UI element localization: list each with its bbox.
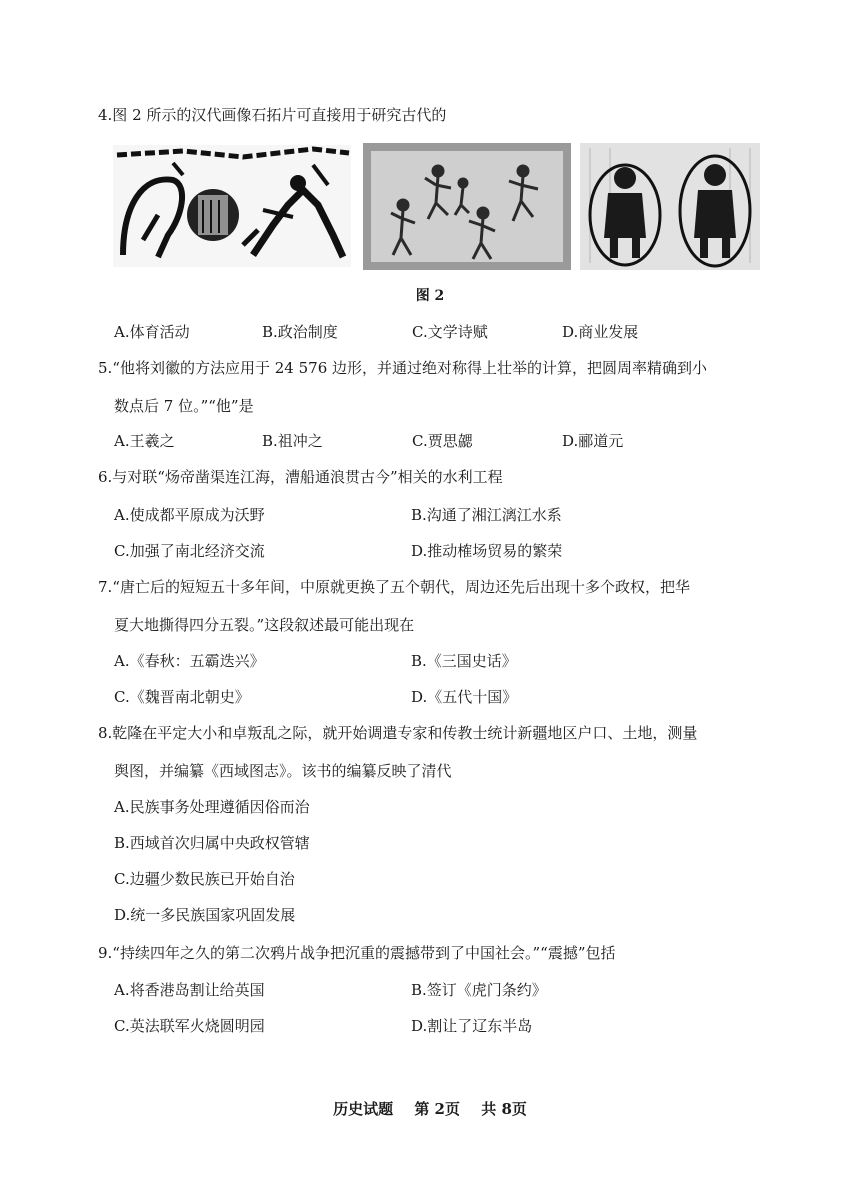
q4-option-a[interactable]: A.体育活动 bbox=[114, 323, 190, 341]
q4-option-d[interactable]: D.商业发展 bbox=[562, 323, 639, 341]
page-footer bbox=[0, 1098, 860, 1119]
q9-option-b[interactable]: B.签订《虎门条约》 bbox=[411, 981, 547, 999]
q8-stem-line1: 8.乾隆在平定大小和卓叛乱之际，就开始调遣专家和传教士统计新疆地区户口、土地，测量 bbox=[98, 724, 698, 742]
q5-option-a[interactable]: A.王羲之 bbox=[114, 432, 175, 450]
q6-stem: 6.与对联“炀帝凿渠连江海，漕船通浪贯古今”相关的水利工程 bbox=[98, 468, 503, 486]
q5-stem-line1: 5.“他将刘徽的方法应用于 24 576 边形，并通过绝对称得上壮举的计算，把圆周率精确到小 bbox=[98, 359, 708, 377]
q4-stem: 4.图 2 所示的汉代画像石拓片可直接用于研究古代的 bbox=[98, 106, 447, 124]
q6-option-d[interactable]: D.推动榷场贸易的繁荣 bbox=[411, 542, 563, 560]
q6-option-b[interactable]: B.沟通了湘江漓江水系 bbox=[411, 506, 562, 524]
figure-panel-hunting bbox=[113, 145, 351, 267]
footer-subject: 历史试题 bbox=[333, 1100, 394, 1118]
q5-stem-line2: 数点后 7 位。”“他”是 bbox=[114, 397, 254, 415]
q9-option-a[interactable]: A.将香港岛割让给英国 bbox=[114, 981, 265, 999]
han-rubbing-rope-skipping-icon bbox=[580, 143, 760, 270]
q8-option-c[interactable]: C.边疆少数民族已开始自治 bbox=[114, 870, 295, 888]
q4-option-c[interactable]: C.文学诗赋 bbox=[412, 323, 488, 341]
han-rubbing-hunting-scene-icon bbox=[113, 145, 351, 267]
q4-option-b[interactable]: B.政治制度 bbox=[262, 323, 338, 341]
figure-caption: 图 2 bbox=[415, 288, 445, 304]
q7-stem-line2: 夏大地撕得四分五裂。”这段叙述最可能出现在 bbox=[114, 616, 415, 634]
q7-option-b[interactable]: B.《三国史话》 bbox=[411, 652, 517, 670]
q9-option-d[interactable]: D.割让了辽东半岛 bbox=[411, 1017, 533, 1035]
q9-stem: 9.“持续四年之久的第二次鸦片战争把沉重的震撼带到了中国社会。”“震撼”包括 bbox=[98, 944, 616, 962]
q5-option-d[interactable]: D.郦道元 bbox=[562, 432, 624, 450]
q5-option-c[interactable]: C.贾思勰 bbox=[412, 432, 473, 450]
q7-option-a[interactable]: A.《春秋：五霸迭兴》 bbox=[114, 652, 265, 670]
q8-stem-line2: 舆图，并编纂《西域图志》。该书的编纂反映了清代 bbox=[114, 762, 452, 780]
figure-panel-acrobats bbox=[363, 143, 571, 270]
q8-option-a[interactable]: A.民族事务处理遵循因俗而治 bbox=[114, 798, 310, 816]
q8-option-b[interactable]: B.西域首次归属中央政权管辖 bbox=[114, 834, 310, 852]
q9-option-c[interactable]: C.英法联军火烧圆明园 bbox=[114, 1017, 265, 1035]
footer-total-pages: 共 8页 bbox=[481, 1100, 527, 1118]
q5-option-b[interactable]: B.祖冲之 bbox=[262, 432, 323, 450]
q7-option-d[interactable]: D.《五代十国》 bbox=[411, 688, 518, 706]
q8-option-d[interactable]: D.统一多民族国家巩固发展 bbox=[114, 906, 296, 924]
q6-option-c[interactable]: C.加强了南北经济交流 bbox=[114, 542, 265, 560]
q7-option-c[interactable]: C.《魏晋南北朝史》 bbox=[114, 688, 250, 706]
q7-stem-line1: 7.“唐亡后的短短五十多年间，中原就更换了五个朝代，周边还先后出现十多个政权，把华 bbox=[98, 578, 690, 596]
han-rubbing-acrobats-icon bbox=[363, 143, 571, 270]
q6-option-a[interactable]: A.使成都平原成为沃野 bbox=[114, 506, 265, 524]
figure-panel-rope-skipping bbox=[580, 143, 760, 270]
footer-page-number: 第 2页 bbox=[414, 1100, 460, 1118]
